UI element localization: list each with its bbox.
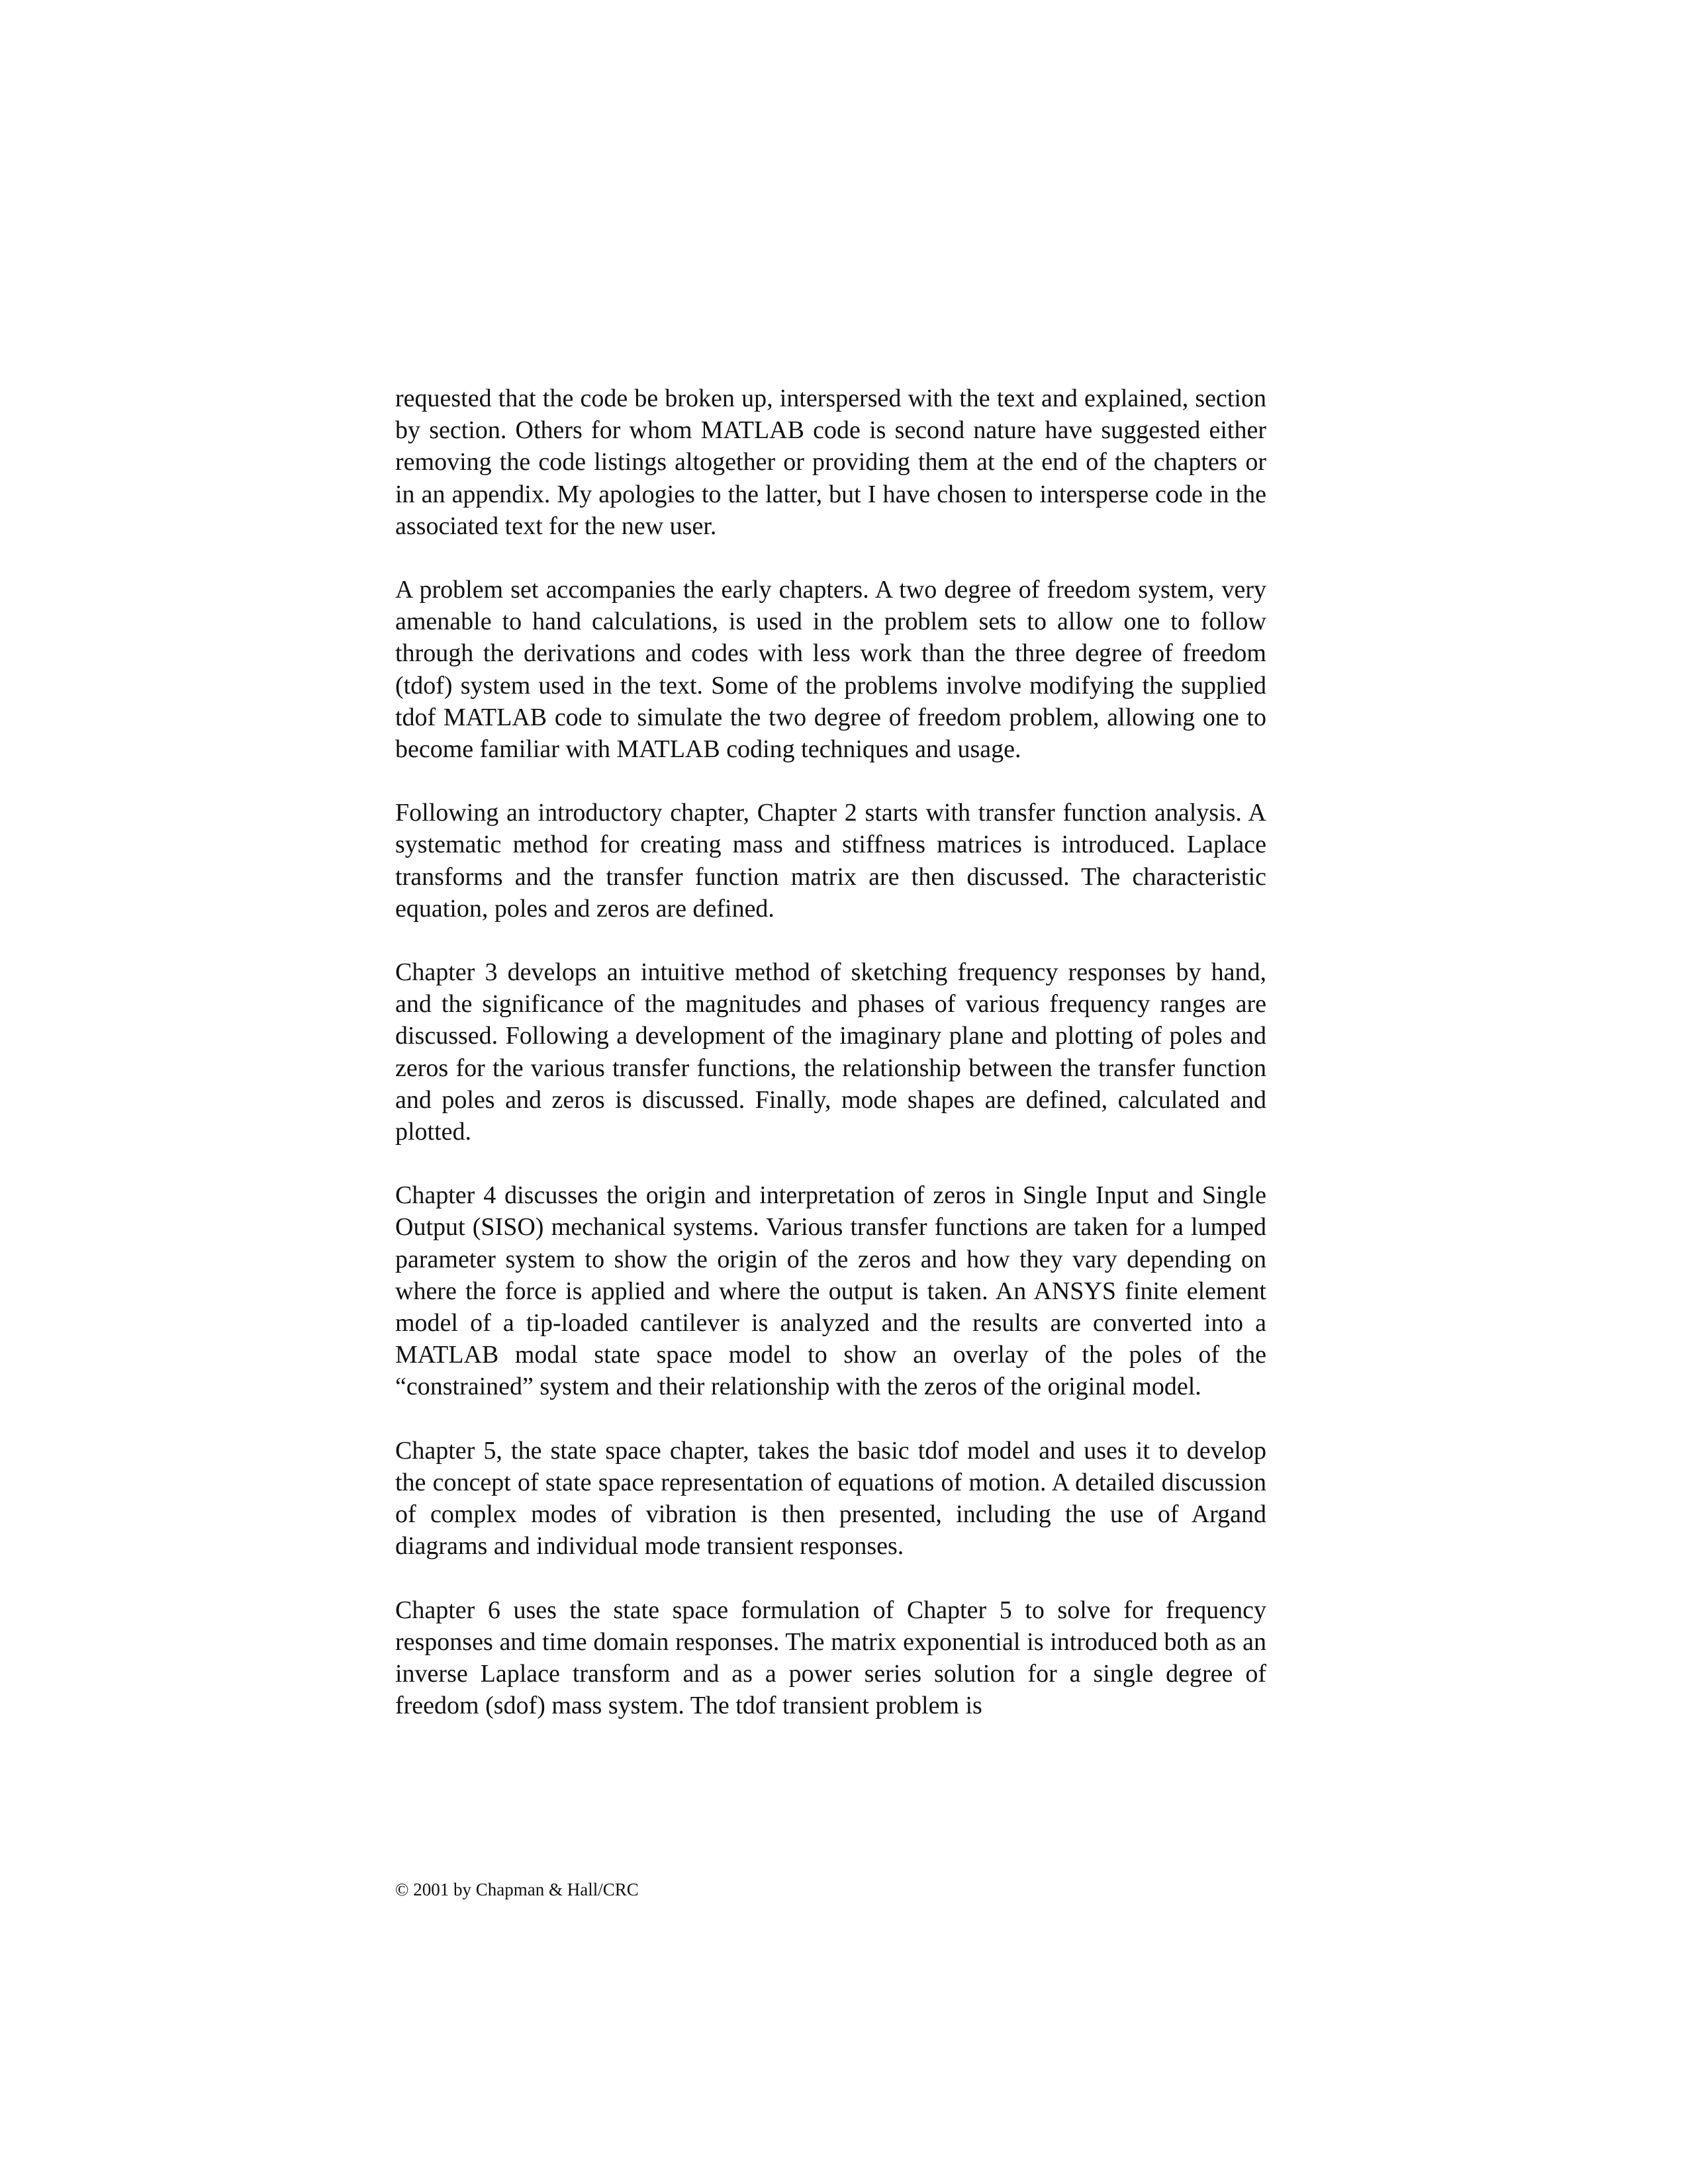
paragraph-problem-set: A problem set accompanies the early chapters. A two degree of freedom system, very amenable to hand calculations, is used in the problem sets to allow one to follow through the derivations and codes with less work than the three degree of freedom (tdof) system used in the text. Some of the problems involve modifying the supplied tdof MATLAB code to simulate the two degree of freedom problem, allowing one to become familiar with MATLAB coding techniques and usage. [395,576,1266,764]
body-text [395,383,1266,1753]
paragraph-chapter-4: Chapter 4 discusses the origin and interpretation of zeros in Single Input and Single Output (SISO) mechanical systems. Various transfer functions are taken for a lumped parameter system to show the origin of the zeros and how they vary depending on where the force is applied and where the output is taken. An ANSYS finite element model of a tip-loaded cantilever is analyzed and the results are converted into a MATLAB modal state space model to show an overlay of the poles of the “constrained” system and their relationship with the zeros of the original model. [395,1181,1266,1401]
paragraph-chapter-5: Chapter 5, the state space chapter, takes the basic tdof model and uses it to develop the concept of state space representation of equations of motion. A detailed discussion of complex modes of vibration is then presented, including the use of Argand diagrams and individual mode transient responses. [395,1436,1266,1561]
paragraph-chapter-2: Following an introductory chapter, Chapter 2 starts with transfer function analysis. A systematic method for creating mass and stiffness matrices is introduced. Laplace transforms and the transfer function matrix are then discussed. The characteristic equation, poles and zeros are defined. [395,799,1266,923]
paragraph-chapter-3: Chapter 3 develops an intuitive method of sketching frequency responses by hand, and the significance of the magnitudes and phases of various frequency ranges are discussed. Following a development of the imaginary plane and plotting of poles and zeros for the various transfer functions, the relationship between the transfer function and poles and zeros is discussed. Finally, mode shapes are defined, calculated and plotted. [395,958,1266,1146]
paragraph-code-listing: requested that the code be broken up, interspersed with the text and explained, section by section. Others for whom MATLAB code is second nature have suggested either removing the code listings altogether or providing them at the end of the chapters or in an appendix. My apologies to the latter, but I have chosen to intersperse code in the associated text for the new user. [395,385,1266,540]
paragraph-chapter-6: Chapter 6 uses the state space formulation of Chapter 5 to solve for frequency responses and time domain responses. The matrix exponential is introduced both as an inverse Laplace transform and as a power series solution for a single degree of freedom (sdof) mass system. The tdof transient problem is [395,1596,1266,1720]
copyright-footer: © 2001 by Chapman & Hall/CRC [395,1880,639,1899]
